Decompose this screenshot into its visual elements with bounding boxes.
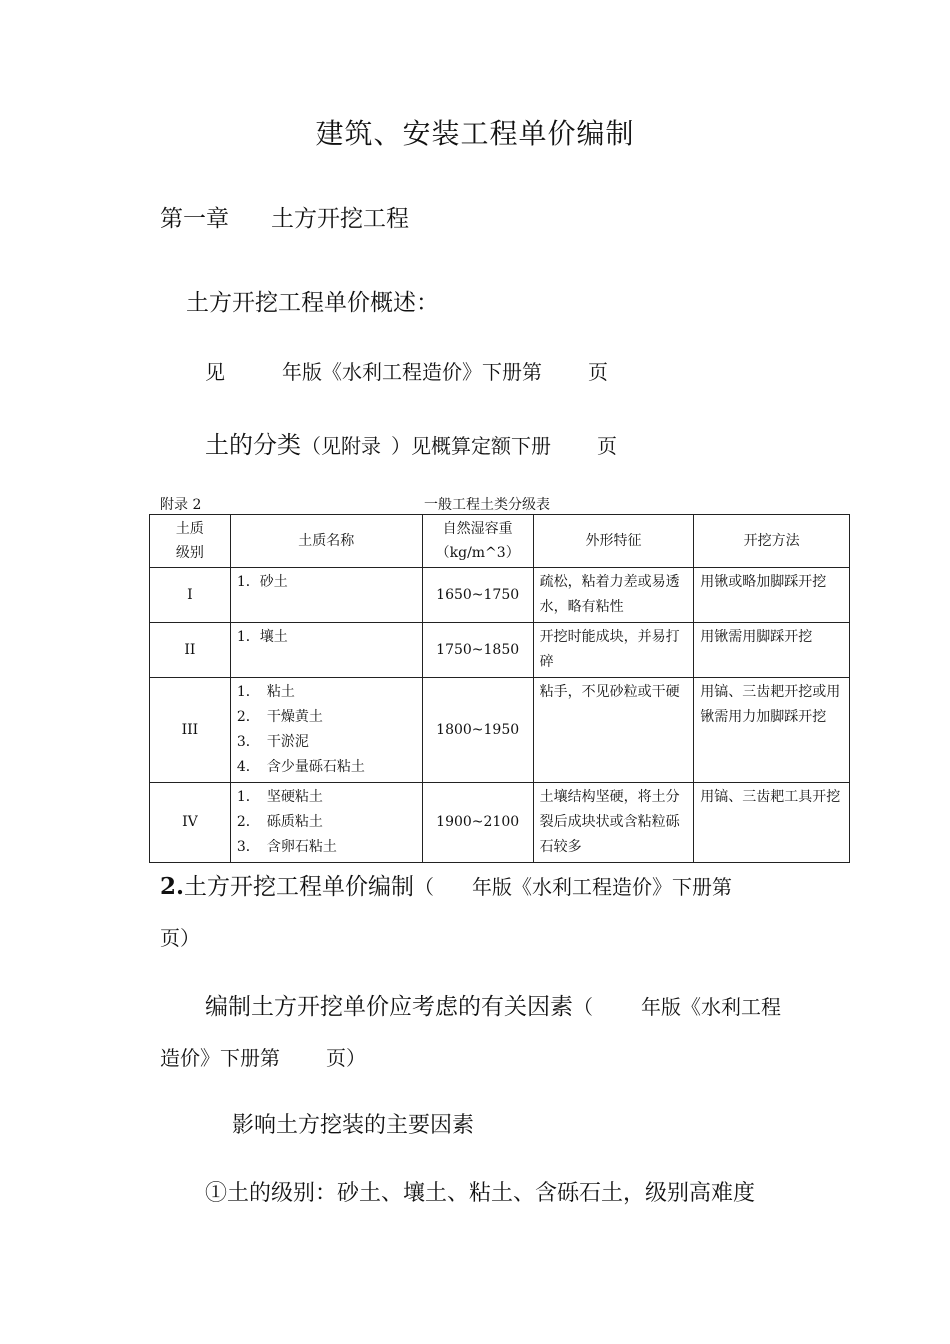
see-word: 见: [205, 360, 225, 384]
list-item: 1． 粘土: [236, 684, 295, 700]
soil-grade-table: [149, 514, 850, 863]
header-name: 土质名称: [230, 515, 422, 568]
list-item: 4． 含少量砾石粘土: [236, 759, 365, 775]
soil-classification-title: 土的分类: [205, 431, 301, 459]
chapter-label: 第一章: [160, 206, 229, 232]
overview-heading: 土方开挖工程单价概述：: [186, 290, 439, 316]
soil-level-line: ①土的级别：砂土、壤土、粘土、含砾石土，级别高难度: [205, 1181, 756, 1206]
list-item: 3． 干淤泥: [236, 734, 309, 750]
appendix-ref: （见附录: [301, 434, 381, 458]
factors-reference: 年版《水利工程: [641, 995, 781, 1019]
chapter-heading: [160, 200, 409, 233]
see-reference-line: [205, 356, 608, 385]
list-item: 2． 砾质粘土: [236, 814, 323, 830]
feature-cell: 土壤结构坚硬，将土分裂后成块状或含粘粒砾石较多: [533, 783, 694, 863]
factors-heading: 编制土方开挖单价应考虑的有关因素（ 年版《水利工程: [205, 994, 781, 1020]
grade-cell: IV: [150, 783, 231, 863]
header-feature: 外形特征: [533, 515, 694, 568]
density-cell: 1650~1750: [422, 568, 533, 623]
section-2-tail: 页）: [160, 926, 200, 950]
density-cell: 1750~1850: [422, 623, 533, 678]
header-method: 开挖方法: [694, 515, 850, 568]
name-cell: 1．砂土: [230, 568, 422, 623]
method-cell: 用镐、三齿耙工具开挖: [694, 783, 850, 863]
page-title: 建筑、安装工程单价编制: [315, 117, 635, 150]
influence-heading: 影响土方挖装的主要因素: [232, 1113, 475, 1138]
grade-cell: III: [150, 678, 231, 783]
see-reference: 年版《水利工程造价》下册第: [282, 360, 542, 384]
density-cell: 1900~2100: [422, 783, 533, 863]
name-cell: [230, 678, 422, 783]
soil-classification-line: [205, 425, 617, 460]
list-item: 3． 含卵石粘土: [236, 839, 337, 855]
header-density: 自然湿容重 （kg/m^3）: [422, 515, 533, 568]
quota-page: 页: [597, 434, 617, 458]
name-cell: [230, 783, 422, 863]
table-row: [150, 623, 850, 678]
see-page: 页: [588, 360, 608, 384]
table-row: [150, 783, 850, 863]
feature-cell: 开挖时能成块，并易打碎: [533, 623, 694, 678]
appendix-label: 附录 2: [160, 497, 202, 513]
section-reference: 年版《水利工程造价》下册第: [472, 875, 733, 899]
grade-cell: II: [150, 623, 231, 678]
list-item: 1． 坚硬粘土: [236, 789, 323, 805]
method-cell: 用锹或略加脚踩开挖: [694, 568, 850, 623]
factors-title: 编制土方开挖单价应考虑的有关因素: [205, 994, 573, 1020]
table-title: 一般工程土类分级表: [424, 497, 550, 513]
header-grade: 土质 级别: [150, 515, 231, 568]
chapter-name: 土方开挖工程: [271, 206, 409, 232]
feature-cell: 粘手，不见砂粒或干硬: [533, 678, 694, 783]
section-number: 2.: [160, 873, 185, 900]
quota-ref: ）见概算定额下册: [391, 434, 551, 458]
name-cell: 1．壤土: [230, 623, 422, 678]
grade-cell: I: [150, 568, 231, 623]
factors-tail: 造价》下册第 页）: [160, 1046, 366, 1070]
section-title: 土方开挖工程单价编制: [184, 874, 415, 900]
table-row: [150, 568, 850, 623]
method-cell: 用锹需用脚踩开挖: [694, 623, 850, 678]
method-cell: 用镐、三齿耙开挖或用锹需用力加脚踩开挖: [694, 678, 850, 783]
feature-cell: 疏松，粘着力差或易透水，略有粘性: [533, 568, 694, 623]
section-2-heading: 2.土方开挖工程单价编制（ 年版《水利工程造价》下册第: [160, 873, 733, 900]
density-cell: 1800~1950: [422, 678, 533, 783]
table-row: [150, 678, 850, 783]
list-item: 2． 干燥黄土: [236, 709, 323, 725]
table-header-row: [150, 515, 850, 568]
